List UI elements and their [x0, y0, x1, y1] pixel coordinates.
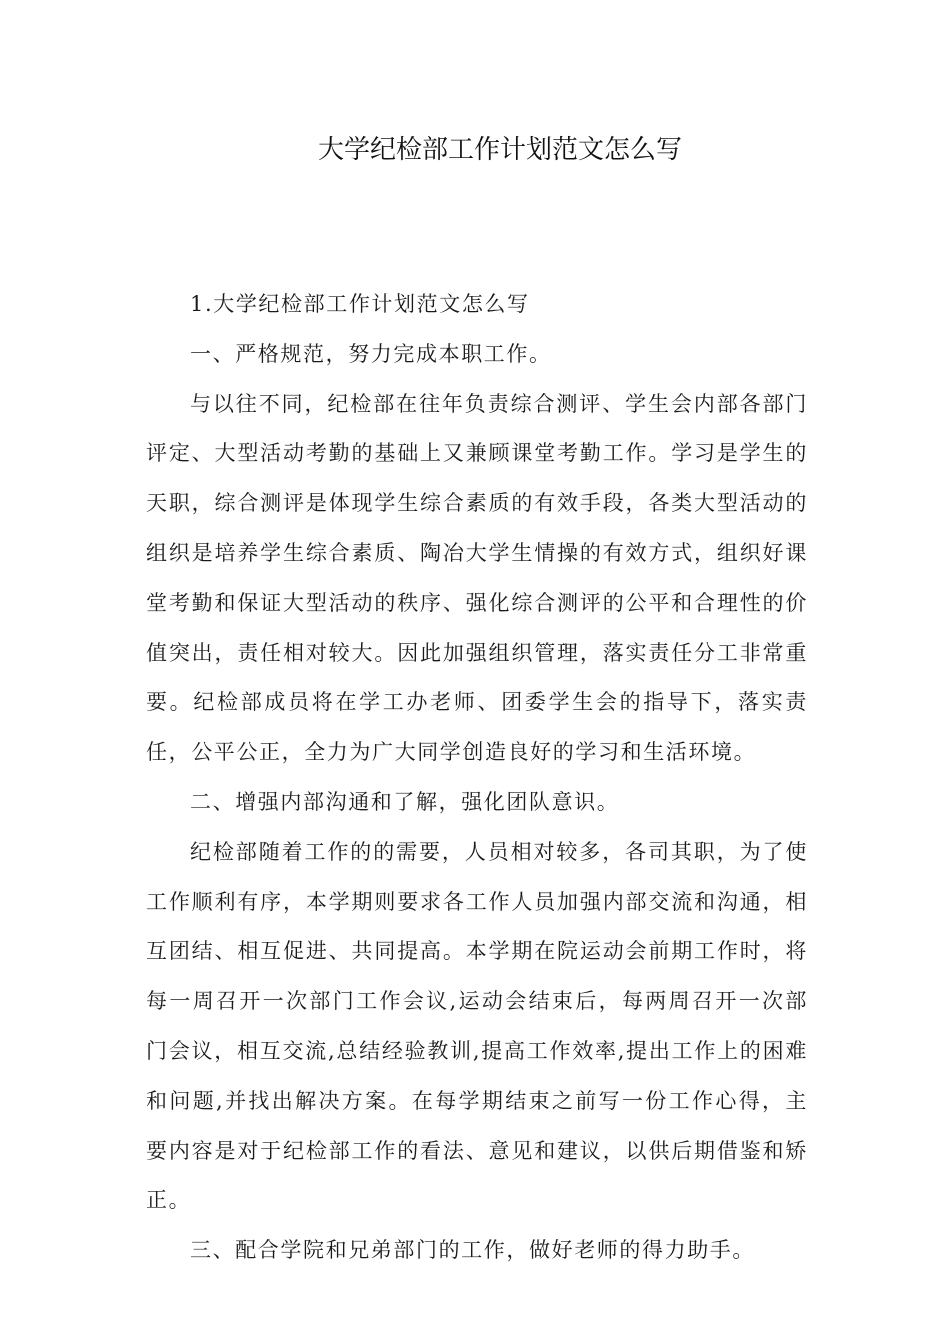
- document-title: 大学纪检部工作计划范文怎么写: [317, 135, 682, 165]
- paragraph-section-2-body: 纪检部随着工作的的需要，人员相对较多，各司其职，为了使工作顺利有序，本学期则要求各工作人员加强内部交流和沟通，相互团结、相互促进、共同提高。本学期在院运动会前期工作时，将每一周召开一次部门工作会议,运动会结束后，每两周召开一次部门会议，相互交流,总结经验教训,提高工作效率,提出工作上的困难和问题,并找出解决方案。在每学期结束之前写一份工作心得，主要内容是对于纪检部工作的看法、意见和建议，以供后期借鉴和矫正。: [146, 839, 808, 1213]
- paragraph-section-3-title: 三、配合学院和兄弟部门的工作，做好老师的得力助手。: [190, 1238, 755, 1263]
- document-body: [146, 280, 808, 1276]
- paragraph-heading-1: 1.大学纪检部工作计划范文怎么写: [190, 292, 530, 316]
- paragraph-section-1-title: 一、严格规范，努力完成本职工作。: [190, 341, 552, 366]
- paragraph-section-1-body: 与以往不同，纪检部在往年负责综合测评、学生会内部各部门评定、大型活动考勤的基础上又兼顾课堂考勤工作。学习是学生的天职，综合测评是体现学生综合素质的有效手段，各类大型活动的组织是培养学生综合素质、陶冶大学生情操的有效方式，组织好课堂考勤和保证大型活动的秩序、强化综合测评的公平和合理性的价值突出，责任相对较大。因此加强组织管理，落实责任分工非常重要。纪检部成员将在学工办老师、团委学生会的指导下，落实责任，公平公正，全力为广大同学创造良好的学习和生活环境。: [146, 391, 808, 765]
- paragraph-section-2-title: 二、增强内部沟通和了解，强化团队意识。: [190, 789, 620, 814]
